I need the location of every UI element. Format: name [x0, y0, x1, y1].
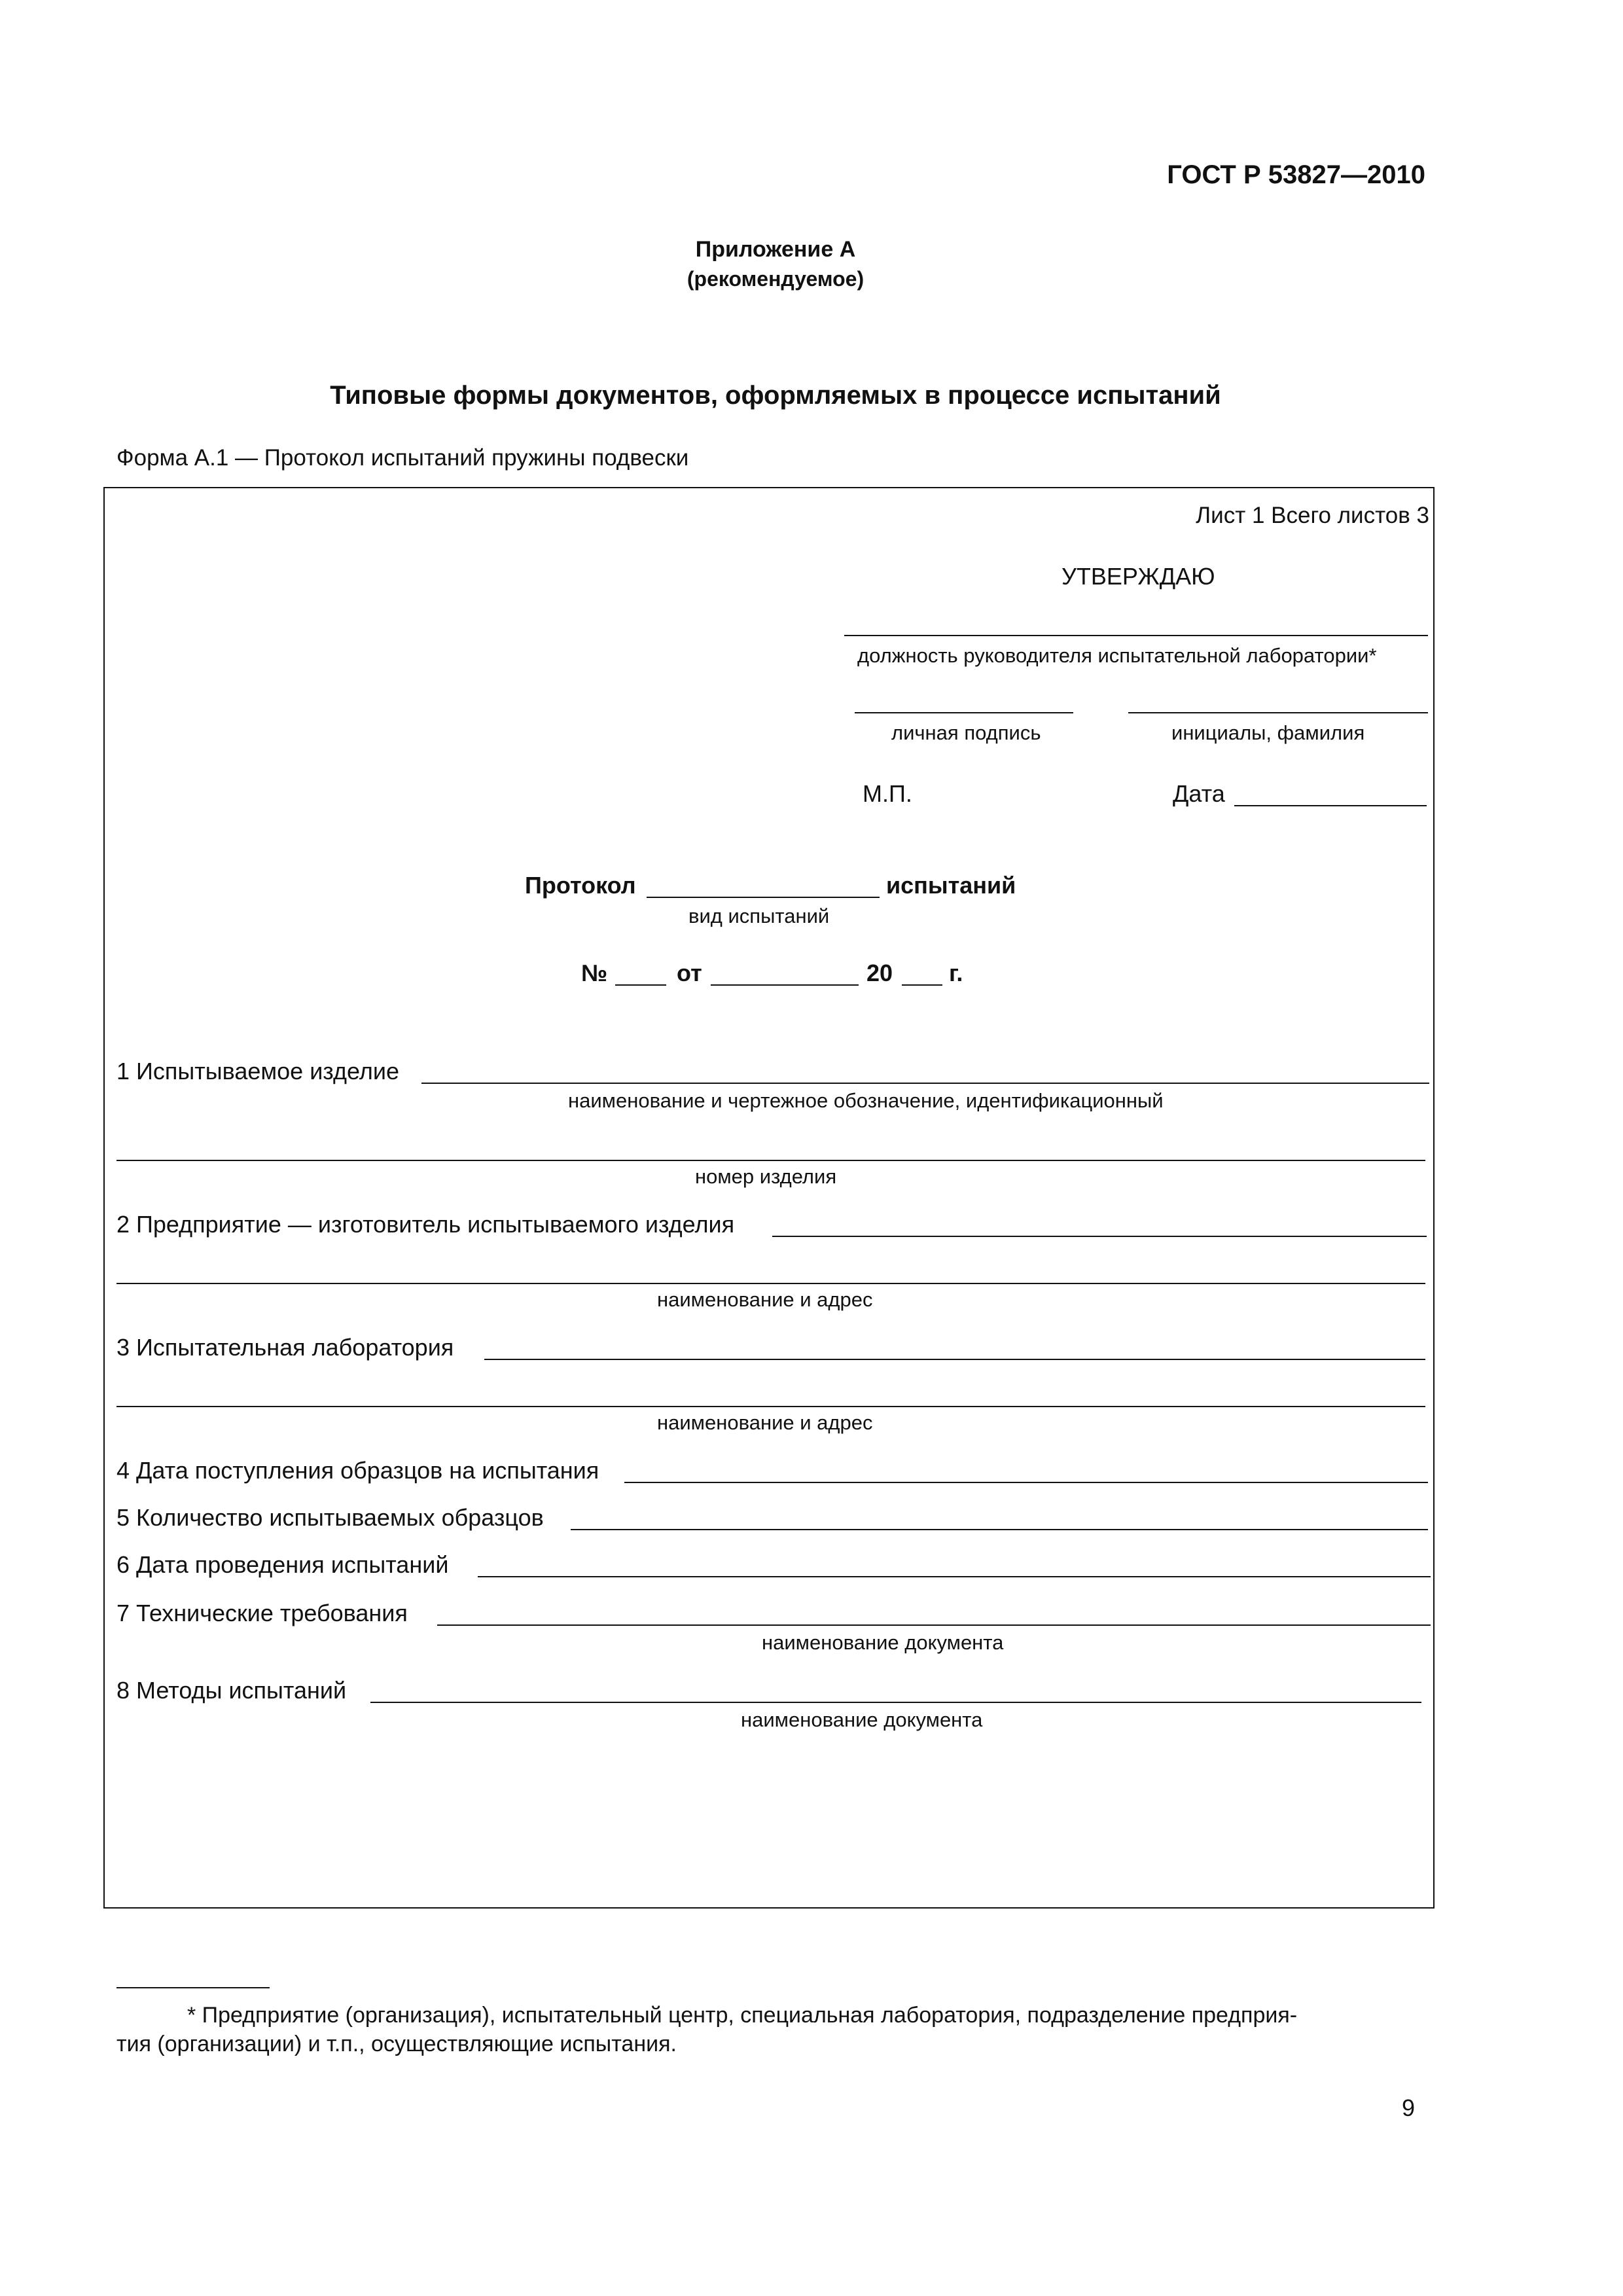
item-7-caption: наименование документа: [762, 1631, 1004, 1654]
item-6-line[interactable]: [478, 1576, 1431, 1577]
item-1-label: 1 Испытываемое изделие: [116, 1058, 399, 1085]
year-prefix: 20: [866, 960, 893, 986]
stamp-label: М.П.: [863, 780, 912, 807]
number-line[interactable]: [615, 984, 666, 986]
item-3-line[interactable]: [484, 1359, 1425, 1360]
footnote-line-1: * Предприятие (организация), испытательный центр, специальная лаборатория, подразделение предприя-: [187, 2003, 1298, 2028]
sheet-count: Лист 1 Всего листов 3: [1196, 503, 1429, 528]
position-caption: должность руководителя испытательной лаборатории*: [857, 644, 1377, 667]
signature-line[interactable]: [855, 712, 1073, 713]
item-4-label: 4 Дата поступления образцов на испытания: [116, 1457, 599, 1484]
item-2-line[interactable]: [772, 1236, 1427, 1237]
protocol-kind-caption: вид испытаний: [688, 905, 830, 927]
item-1-line[interactable]: [421, 1083, 1429, 1084]
year-suffix: г.: [949, 960, 963, 986]
protocol-word: Протокол: [525, 872, 636, 899]
item-8-label: 8 Методы испытаний: [116, 1677, 347, 1704]
item-8-line[interactable]: [370, 1702, 1421, 1703]
item-2-label: 2 Предприятие — изготовитель испытываемого изделия: [116, 1211, 735, 1238]
name-caption: инициалы, фамилия: [1171, 721, 1365, 744]
item-5-label: 5 Количество испытываемых образцов: [116, 1504, 544, 1531]
approve-label: УТВЕРЖДАЮ: [1061, 563, 1215, 590]
position-line[interactable]: [844, 635, 1428, 636]
item-3-label: 3 Испытательная лаборатория: [116, 1334, 454, 1361]
item-2-caption: наименование и адрес: [657, 1288, 873, 1311]
protocol-date-line[interactable]: [711, 984, 859, 986]
standard-number: ГОСТ Р 53827—2010: [1167, 160, 1425, 189]
name-line[interactable]: [1128, 712, 1428, 713]
item-3-line-2[interactable]: [116, 1406, 1425, 1407]
form-caption: Форма А.1 — Протокол испытаний пружины подвески: [116, 445, 689, 471]
appendix-title: Приложение А: [695, 237, 856, 262]
item-8-caption: наименование документа: [741, 1708, 983, 1731]
item-1-caption-2: номер изделия: [695, 1165, 837, 1188]
item-3-caption: наименование и адрес: [657, 1411, 873, 1434]
footnote-separator: [116, 1987, 270, 1988]
date-line[interactable]: [1234, 805, 1427, 806]
page-number: 9: [1402, 2094, 1416, 2121]
protocol-kind-line[interactable]: [647, 897, 880, 898]
year-line[interactable]: [902, 984, 942, 986]
from-label: от: [677, 960, 702, 986]
item-7-label: 7 Технические требования: [116, 1600, 408, 1626]
item-2-line-2[interactable]: [116, 1283, 1425, 1284]
number-label: №: [581, 960, 608, 986]
section-title: Типовые формы документов, оформляемых в процессе испытаний: [330, 381, 1221, 410]
item-4-line[interactable]: [624, 1482, 1428, 1483]
item-5-line[interactable]: [571, 1529, 1428, 1530]
item-6-label: 6 Дата проведения испытаний: [116, 1551, 449, 1578]
footnote-line-2: тия (организации) и т.п., осуществляющие испытания.: [116, 2032, 677, 2056]
protocol-tests: испытаний: [886, 872, 1016, 899]
item-1-line-2[interactable]: [116, 1160, 1425, 1161]
item-1-caption: наименование и чертежное обозначение, идентификационный: [568, 1089, 1164, 1112]
item-7-line[interactable]: [437, 1624, 1431, 1626]
appendix-subtitle: (рекомендуемое): [687, 267, 865, 291]
date-label: Дата: [1173, 780, 1225, 807]
signature-caption: личная подпись: [891, 721, 1041, 744]
